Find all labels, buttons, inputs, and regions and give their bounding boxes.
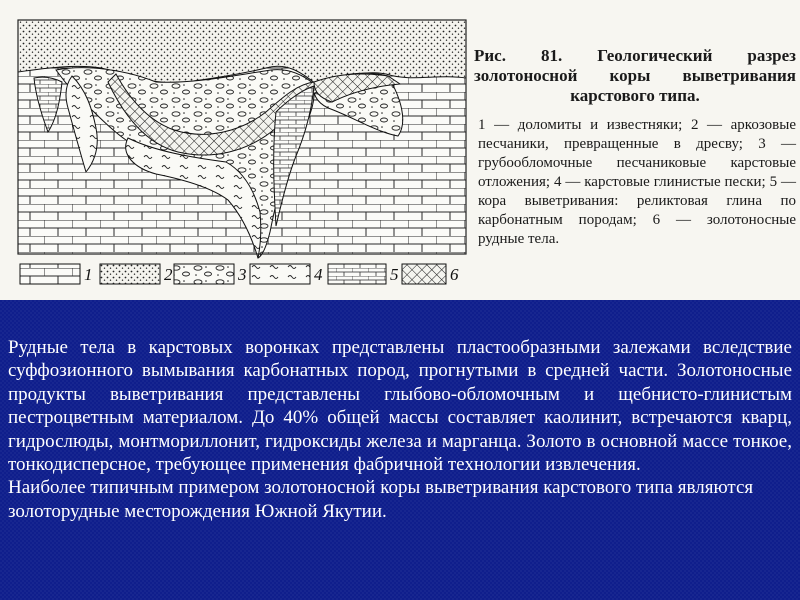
legend-swatch-6 [402, 264, 446, 284]
legend-swatch-1 [20, 264, 80, 284]
legend-number-2: 2 [164, 265, 173, 284]
legend-number-4: 4 [314, 265, 323, 284]
figure-caption-title [474, 46, 796, 106]
figure-legend-text: 1 — доломиты и известняки; 2 — аркозовые песчаники, превращенные в дресву; 3 — грубообломочные песчаниковые карстовые отложения; 4 — карстовые глинистые пески; 5 — кора выветривания: реликтовая глина по карбонатным породам; 6 — золотоносные рудные тела. [478, 117, 796, 247]
geological-cross-section [16, 12, 468, 294]
figure-caption [474, 46, 796, 249]
legend-number-1: 1 [84, 265, 93, 284]
paragraph-ore-bodies: Рудные тела в карстовых воронках представлены пластообразными залежами вследствие суффозионного вымывания карбонатных пород, прогнутыми в средней части. Золотоносные продукты выветривания представлены глыбово-обломочным и щебнисто-глинистым пестроцветным материалом. До 40% общей массы составляет каолинит, встречаются кварц, гидрослюды, монтмориллонит, гидроксиды железа и марганца. Золото в основной массе тонкое, тонкодисперсное, требующее применения фабричной технологии извлечения. [8, 337, 792, 476]
figure-number: Рис. 81. [474, 46, 563, 65]
paragraph-example: Наиболее типичным примером золотоносной коры выветривания карстового типа являются золоторудные месторождения Южной Якутии. [8, 477, 754, 522]
legend-number-6: 6 [450, 265, 459, 284]
legend-swatch-3 [174, 264, 234, 284]
legend-swatch-2 [100, 264, 160, 284]
legend-swatch-5 [328, 264, 386, 284]
figure-name: Геологический разрез золотоносной коры выветривания карстового типа. [474, 46, 796, 105]
legend-number-5: 5 [390, 265, 399, 284]
legend-number-3: 3 [238, 265, 247, 284]
legend-swatch-4 [250, 264, 310, 284]
slide-body-text [8, 336, 792, 523]
legend [20, 264, 459, 284]
